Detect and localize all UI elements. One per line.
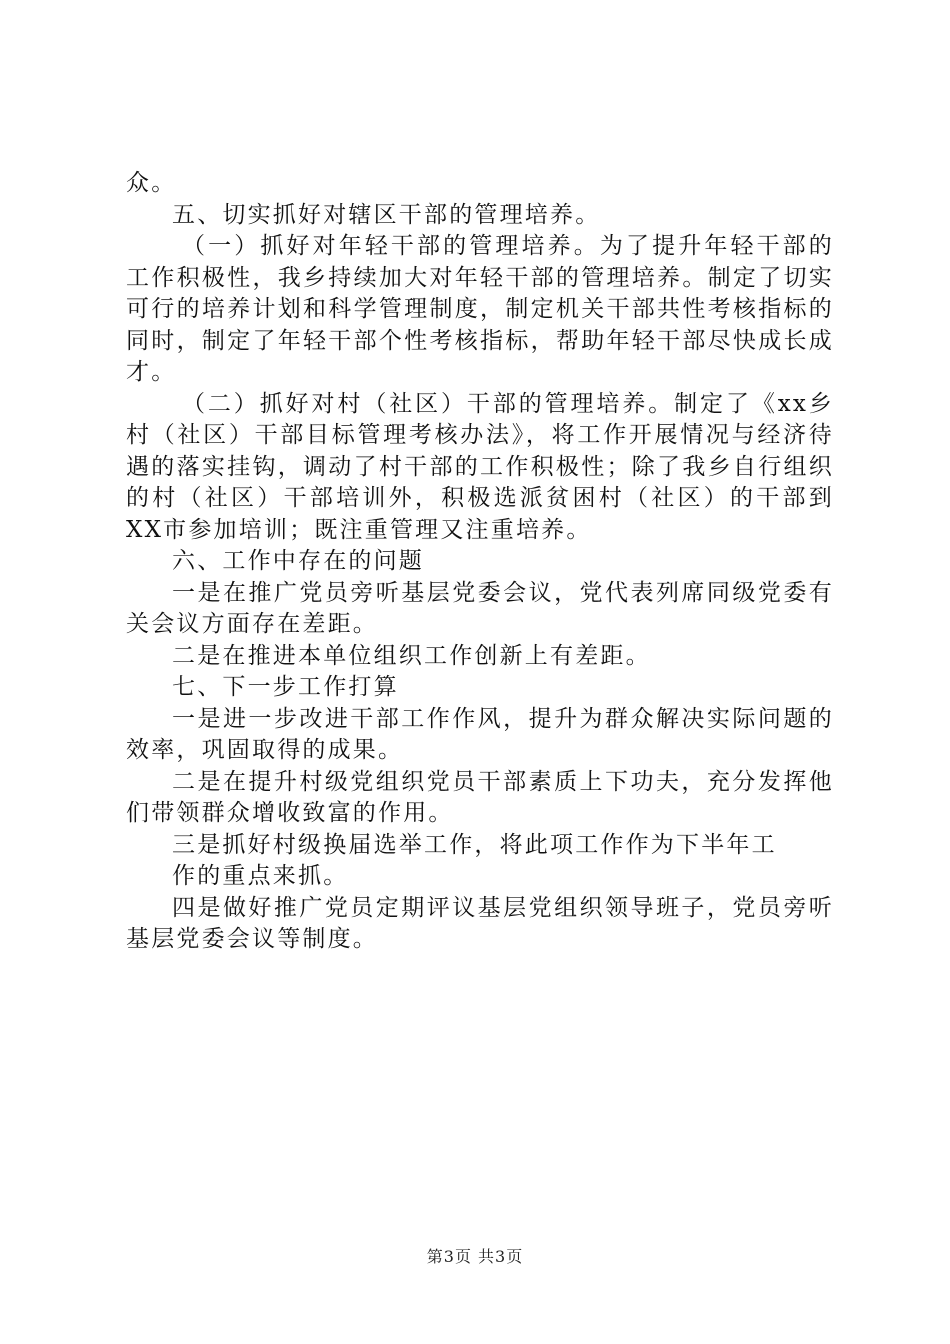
- section-heading-7: 七、下一步工作打算: [172, 674, 399, 700]
- paragraph-problem-1: 一是在推广党员旁听基层党委会议，党代表列席同级党委有关会议方面存在差距。: [126, 579, 834, 637]
- paragraph-plan-4: 四是做好推广党员定期评议基层党组织领导班子，党员旁听基层党委会议等制度。: [126, 894, 834, 952]
- paragraph-plan-2: 二是在提升村级党组织党员干部素质上下功夫，充分发挥他们带领群众增收致富的作用。: [126, 768, 834, 826]
- paragraph-village-cadres: （二）抓好对村（社区）干部的管理培养。制定了《xx乡村（社区）干部目标管理考核办法》，将工作开展情况与经济待遇的落实挂钩，调动了村干部的工作积极性；除了我乡自行组织的村（社区）干部培训外，积极选派贫困村（社区）的干部到XX市参加培训；既注重管理又注重培养。: [126, 390, 834, 543]
- section-heading-6: 六、工作中存在的问题: [172, 548, 424, 574]
- paragraph-problem-2: 二是在推进本单位组织工作创新上有差距。: [172, 642, 651, 669]
- section-heading-5: 五、切实抓好对辖区干部的管理培养。: [172, 201, 601, 228]
- document-body: [126, 168, 834, 956]
- paragraph-plan-1: 一是进一步改进干部工作作风，提升为群众解决实际问题的效率，巩固取得的成果。: [126, 705, 834, 763]
- paragraph-continuation: 众。: [126, 170, 177, 196]
- paragraph-young-cadres: （一）抓好对年轻干部的管理培养。为了提升年轻干部的工作积极性，我乡持续加大对年轻干部的管理培养。制定了切实可行的培养计划和科学管理制度，制定机关干部共性考核指标的同时，制定了年轻干部个性考核指标，帮助年轻干部尽快成长成才。: [126, 233, 834, 385]
- paragraph-plan-3: 三是抓好村级换届选举工作，将此项工作作为下半年工: [172, 831, 777, 858]
- page-number-footer: 第3页 共3页: [426, 1247, 524, 1266]
- paragraph-plan-3-continuation: 作的重点来抓。: [172, 863, 349, 889]
